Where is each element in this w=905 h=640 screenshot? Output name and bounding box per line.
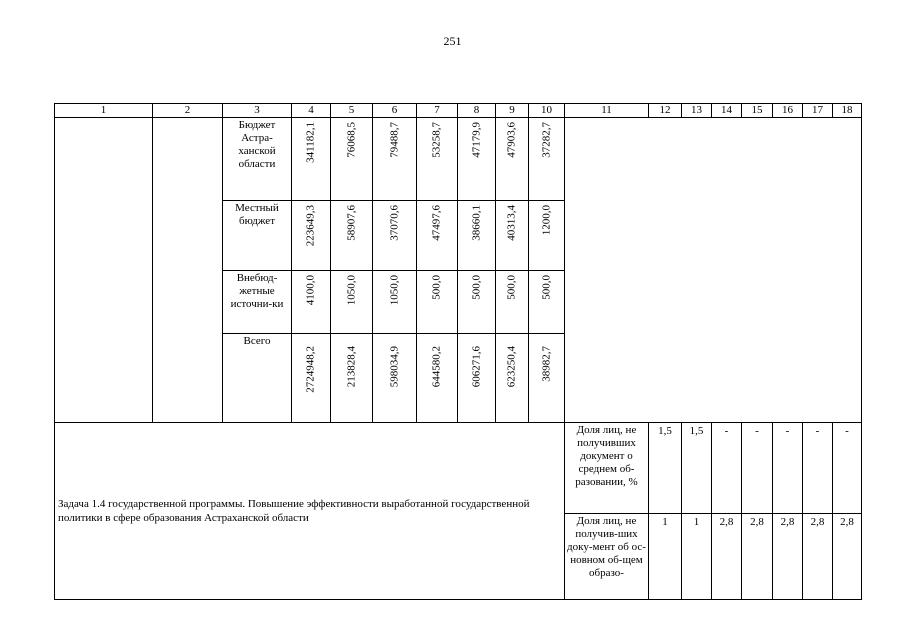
funding-value-text: 500,0 — [470, 275, 482, 300]
col-header: 18 — [833, 104, 862, 118]
funding-value — [331, 271, 373, 334]
page-number: 251 — [443, 34, 462, 48]
funding-value-text: 213828,4 — [345, 346, 357, 388]
funding-value-text: 37282,7 — [540, 122, 552, 158]
col-header: 8 — [458, 104, 496, 118]
empty-cell — [153, 118, 223, 423]
indicator-value: - — [773, 423, 803, 514]
funding-value-text: 598034,9 — [388, 346, 400, 388]
funding-value — [417, 334, 458, 423]
indicator-value: 1,5 — [649, 423, 682, 514]
indicator-value: 2,8 — [833, 514, 862, 600]
indicator-value: 1 — [649, 514, 682, 600]
funding-value — [458, 271, 496, 334]
funding-source: Местный бюджет — [223, 201, 292, 271]
funding-value-text: 53258,7 — [430, 122, 443, 158]
col-header: 5 — [331, 104, 373, 118]
col-header: 2 — [153, 104, 223, 118]
funding-value-text: 1050,0 — [345, 275, 357, 306]
funding-value-text: 341182,1 — [304, 122, 317, 163]
col-header: 7 — [417, 104, 458, 118]
indicator-value: 2,8 — [742, 514, 773, 600]
funding-value-text: 500,0 — [505, 275, 518, 300]
funding-value-text: 500,0 — [430, 275, 443, 300]
funding-value-text: 47497,6 — [430, 205, 443, 241]
funding-source: Внебюд-жетные источни-ки — [223, 271, 292, 334]
funding-value — [529, 271, 565, 334]
funding-value-text: 47903,6 — [505, 122, 518, 158]
funding-value — [292, 201, 331, 271]
col-header: 13 — [682, 104, 712, 118]
col-header: 4 — [292, 104, 331, 118]
funding-value-text: 58907,6 — [345, 205, 357, 241]
empty-cell — [55, 118, 153, 423]
funding-source: Всего — [223, 334, 292, 423]
funding-value — [331, 334, 373, 423]
funding-value-text: 4100,0 — [304, 275, 317, 306]
funding-value-text: 79488,7 — [388, 122, 400, 158]
col-header: 16 — [773, 104, 803, 118]
funding-source: Бюджет Астра-ханской области — [223, 118, 292, 201]
funding-value — [496, 334, 529, 423]
funding-value — [529, 334, 565, 423]
program-table — [54, 103, 862, 600]
funding-value-text: 2724948,2 — [304, 346, 317, 393]
task-description: Задача 1.4 государственной программы. Повышение эффективности выработанной государственной политики в сфере образования Астраханской области — [55, 423, 565, 600]
funding-value-text: 500,0 — [540, 275, 552, 300]
funding-value-text: 47179,9 — [470, 122, 482, 158]
indicator-value: 2,8 — [712, 514, 742, 600]
indicator-value: - — [803, 423, 833, 514]
funding-value — [373, 271, 417, 334]
funding-value-text: 40313,4 — [505, 205, 518, 241]
col-header: 11 — [565, 104, 649, 118]
indicator-row — [55, 423, 862, 514]
col-header: 9 — [496, 104, 529, 118]
funding-value-text: 1050,0 — [388, 275, 400, 306]
indicator-name: Доля лиц, не получив-ших доку-мент об ос-новном об-щем образо- — [565, 514, 649, 600]
funding-value — [417, 118, 458, 201]
funding-value-text: 644580,2 — [430, 346, 443, 388]
funding-value — [373, 201, 417, 271]
funding-value — [292, 118, 331, 201]
funding-value — [417, 271, 458, 334]
col-header: 15 — [742, 104, 773, 118]
funding-value — [373, 334, 417, 423]
funding-value-text: 223649,3 — [304, 205, 317, 247]
funding-value — [458, 118, 496, 201]
funding-value-text: 38982,7 — [540, 346, 552, 382]
funding-value — [529, 118, 565, 201]
funding-row — [55, 118, 862, 201]
col-header: 3 — [223, 104, 292, 118]
indicator-value: - — [712, 423, 742, 514]
indicator-name: Доля лиц, не получивших документ о среднем об-разовании, % — [565, 423, 649, 514]
indicator-value: 1 — [682, 514, 712, 600]
funding-value-text: 38660,1 — [470, 205, 482, 241]
funding-value — [331, 118, 373, 201]
col-header: 17 — [803, 104, 833, 118]
funding-value-text: 1200,0 — [540, 205, 552, 236]
col-header: 1 — [55, 104, 153, 118]
funding-value — [331, 201, 373, 271]
empty-cell — [565, 118, 862, 423]
funding-value-text: 76068,5 — [345, 122, 357, 158]
funding-value-text: 37070,6 — [388, 205, 400, 241]
header-row — [55, 104, 862, 118]
funding-value — [292, 334, 331, 423]
funding-value — [529, 201, 565, 271]
funding-value — [496, 201, 529, 271]
indicator-value: - — [833, 423, 862, 514]
funding-value-text: 623250,4 — [505, 346, 518, 388]
funding-value — [458, 201, 496, 271]
indicator-value: - — [742, 423, 773, 514]
funding-value — [496, 118, 529, 201]
indicator-value: 1,5 — [682, 423, 712, 514]
col-header: 14 — [712, 104, 742, 118]
funding-value — [292, 271, 331, 334]
funding-value — [417, 201, 458, 271]
funding-value — [458, 334, 496, 423]
col-header: 12 — [649, 104, 682, 118]
indicator-value: 2,8 — [803, 514, 833, 600]
funding-value — [496, 271, 529, 334]
funding-value — [373, 118, 417, 201]
indicator-value: 2,8 — [773, 514, 803, 600]
col-header: 10 — [529, 104, 565, 118]
funding-value-text: 606271,6 — [470, 346, 482, 388]
col-header: 6 — [373, 104, 417, 118]
